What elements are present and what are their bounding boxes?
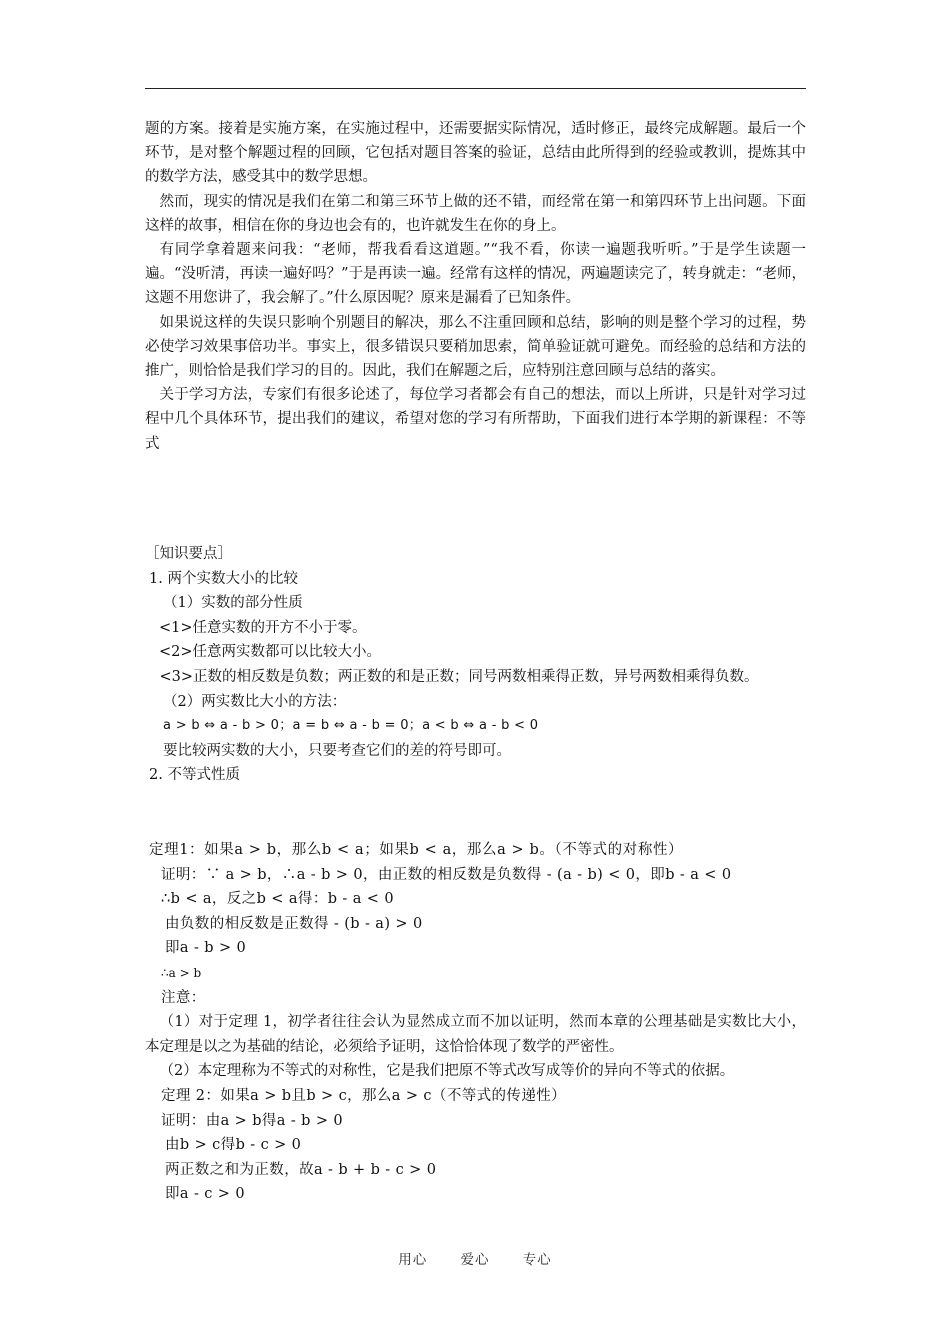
proof-2-line-2: 由b > c得b - c > 0 bbox=[165, 1137, 302, 1154]
property-3: <3>正数的相反数是负数；两正数的和是正数；同号两数相乘得正数，异号两数相乘得负数。 bbox=[159, 668, 759, 685]
theorem-2: 定理 2：如果a > b且b > c，那么a > c（不等式的传递性） bbox=[161, 1087, 567, 1104]
knowledge-heading: ［知识要点］ bbox=[145, 546, 232, 562]
proof-1-line-1: 证明：∵ a > b，∴a - b > 0，由正数的相反数是负数得 - (a - b) < 0，即b - a < 0 bbox=[161, 866, 732, 883]
proof-1-line-5: ∴a > b bbox=[161, 965, 202, 980]
knowledge-item-2: 2. 不等式性质 bbox=[149, 767, 240, 784]
proof-2-line-1: 证明：由a > b得a - b > 0 bbox=[161, 1112, 344, 1129]
intro-paragraph-3: 有同学拿着题来问我：“老师，帮我看看这道题。”“我不看，你读一遍题我听听。”于是学生读题一遍。“没听清，再读一遍好吗？”于是再读一遍。经常有这样的情况，两遍题读完了，转身就走：“老师，这题不用您讲了，我会解了。”什么原因呢？原来是漏看了已知条件。 bbox=[145, 242, 806, 307]
knowledge-item-1: 1. 两个实数大小的比较 bbox=[149, 570, 298, 587]
comparison-formula: a > b ⇔ a - b > 0；a = b ⇔ a - b = 0；a < b ⇔ a - b < 0 bbox=[163, 718, 539, 734]
proof-2-line-3: 两正数之和为正数，故a - b + b - c > 0 bbox=[165, 1161, 437, 1178]
note-1: （1）对于定理 1，初学者往往会认为显然成立而不加以证明，然而本章的公理基础是实数比大小，本定理是以之为基础的结论，必须给予证明，这恰恰体现了数学的严密性。 bbox=[145, 1014, 806, 1055]
intro-text bbox=[145, 117, 806, 456]
intro-paragraph-5: 关于学习方法，专家们有很多论述了，每位学习者都会有自己的想法，而以上所讲，只是针对学习过程中几个具体环节，提出我们的建议，希望对您的学习有所帮助，下面我们进行本学期的新课程：不等式 bbox=[145, 387, 806, 452]
knowledge-section bbox=[145, 542, 806, 788]
intro-paragraph-2: 然而，现实的情况是我们在第二和第三环节上做的还不错，而经常在第一和第四环节上出问题。下面这样的故事，相信在你的身边也会有的，也许就发生在你的身上。 bbox=[145, 193, 806, 234]
proof-1-line-4: 即a - b > 0 bbox=[165, 940, 247, 957]
proof-2-line-4: 即a - c > 0 bbox=[165, 1186, 245, 1203]
property-1: <1>任意实数的开方不小于零。 bbox=[159, 619, 367, 636]
note-label: 注意： bbox=[161, 989, 206, 1006]
theorem-1: 定理1：如果a > b，那么b < a；如果b < a，那么a > b。（不等式的对称性） bbox=[149, 842, 684, 858]
knowledge-sub-1: （1）实数的部分性质 bbox=[163, 595, 303, 612]
footer-word-2: 爱心 bbox=[460, 1252, 490, 1268]
knowledge-sub-2: （2）两实数比大小的方法： bbox=[163, 693, 347, 710]
intro-paragraph-1: 题的方案。接着是实施方案，在实施过程中，还需要据实际情况，适时修正，最终完成解题。最后一个环节，是对整个解题过程的回顾，它包括对题目答案的验证，总结由此所得到的经验或教训，提炼其中的数学方法，感受其中的数学思想。 bbox=[145, 121, 806, 186]
property-2: <2>任意两实数都可以比较大小。 bbox=[159, 644, 382, 661]
footer-word-1: 用心 bbox=[398, 1252, 428, 1268]
comparison-conclusion: 要比较两实数的大小，只要考查它们的差的符号即可。 bbox=[163, 742, 511, 759]
header-rule bbox=[145, 88, 806, 89]
proof-1-line-2: ∴b < a，反之b < a得：b - a < 0 bbox=[161, 891, 394, 908]
page-footer bbox=[0, 1248, 950, 1268]
proof-1-line-3: 由负数的相反数是正数得 - (b - a) > 0 bbox=[165, 915, 423, 932]
theorem-section bbox=[145, 838, 806, 1207]
footer-word-3: 专心 bbox=[522, 1252, 552, 1268]
intro-paragraph-4: 如果说这样的失误只影响个别题目的解决，那么不注重回顾和总结，影响的则是整个学习的过程，势必使学习效果事倍功半。事实上，很多错误只要稍加思索，简单验证就可避免。而经验的总结和方法的推广，则恰恰是我们学习的目的。因此，我们在解题之后，应特别注意回顾与总结的落实。 bbox=[145, 314, 806, 380]
note-2: （2）本定理称为不等式的对称性，它是我们把原不等式改写成等价的异向不等式的依据。 bbox=[159, 1063, 735, 1080]
